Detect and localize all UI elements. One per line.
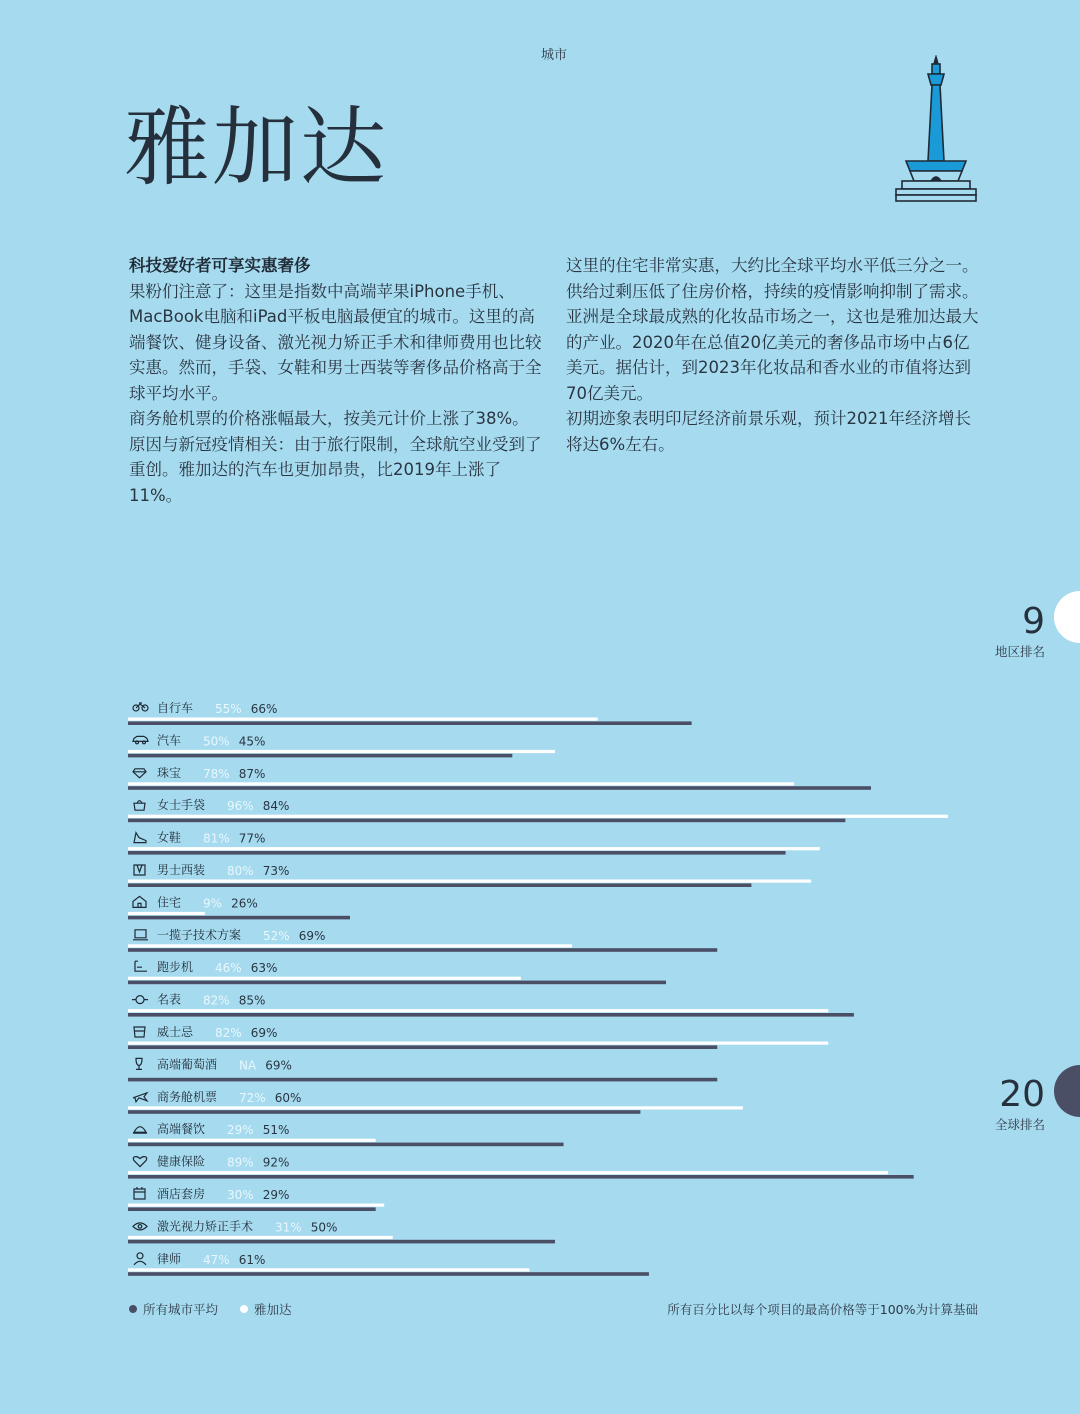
bar-average-value-label: 77% xyxy=(238,831,266,846)
eye-icon xyxy=(133,1223,147,1230)
bar-city xyxy=(128,718,598,721)
bar-category-label: 男士西装 xyxy=(157,863,206,877)
bar-category-label: 酒店套房 xyxy=(157,1187,206,1201)
bar-average xyxy=(128,721,692,725)
city-title: 雅加达 xyxy=(124,98,388,198)
legend-city-label: 雅加达 xyxy=(254,1302,292,1317)
bar-city xyxy=(128,782,794,785)
bar-city-value-label: 72% xyxy=(239,1090,266,1105)
bar-city xyxy=(128,1139,376,1142)
shoe-icon xyxy=(134,833,146,843)
bar-city-value-label: 50% xyxy=(203,734,230,749)
bar-average-value-label: 69% xyxy=(265,1058,292,1073)
bar-average xyxy=(128,754,512,758)
bar-average-value-label: 84% xyxy=(262,799,290,814)
bar-city xyxy=(128,1268,529,1271)
legend-city xyxy=(240,1300,292,1318)
bar-city-value-label: 29% xyxy=(227,1123,254,1138)
legend-average xyxy=(129,1300,218,1318)
article-paragraph: 果粉们注意了：这里是指数中高端苹果iPhone手机、MacBook电脑和iPad平板电脑最便宜的城市。这里的高端餐饮、健身设备、激光视力矫正手术和律师费用也比较实惠。然而，手袋、女鞋和男士西装等奢侈品价格高于全球平均水平。 xyxy=(129,281,542,403)
bar-average xyxy=(128,1078,717,1082)
article-heading: 科技爱好者可享实惠奢侈 xyxy=(129,256,311,275)
bar-city-value-label: 30% xyxy=(227,1188,254,1202)
bar-city xyxy=(128,847,820,850)
treadmill-icon xyxy=(135,961,147,971)
hotel-icon xyxy=(134,1187,145,1199)
article-paragraph: 这里的住宅非常实惠，大约比全球平均水平低三分之一。供给过剩压低了住房价格，持续的疫情影响抑制了需求。 xyxy=(566,256,979,301)
bar-city-value-label: 55% xyxy=(215,702,242,716)
article-paragraph: 亚洲是全球最成熟的化妆品市场之一，这也是雅加达最大的产业。2020年在总值20亿美元的奢侈品市场中占6亿美元。据估计，到2023年化妆品和香水业的市值将达到70亿美元。 xyxy=(566,307,979,403)
bar-city xyxy=(128,1042,828,1045)
legend-city-swatch xyxy=(240,1305,248,1313)
regional-rank-value: 9 xyxy=(1022,601,1045,642)
bar-average xyxy=(128,1272,649,1276)
bar-average-value-label: 73% xyxy=(262,864,290,878)
bar-average xyxy=(128,883,751,887)
bar-category-label: 跑步机 xyxy=(157,960,194,975)
bar-average xyxy=(128,948,717,952)
bar-city-value-label: NA xyxy=(239,1058,257,1073)
bar-average xyxy=(128,1240,555,1244)
bar-average-value-label: 69% xyxy=(298,928,326,943)
bar-city-value-label: 82% xyxy=(203,993,230,1008)
bar-category-label: 威士忌 xyxy=(157,1025,194,1039)
bar-average xyxy=(128,1175,914,1179)
bar-category-label: 女士手袋 xyxy=(157,798,206,813)
suit-icon xyxy=(134,865,145,875)
bar-city-value-label: 89% xyxy=(227,1155,254,1170)
bar-average-value-label: 87% xyxy=(238,766,266,781)
bar-average xyxy=(128,819,845,823)
chart-footnote: 所有百分比以每个项目的最高价格等于100%为计算基础 xyxy=(667,1302,978,1317)
bar-city xyxy=(128,912,205,915)
bar-category-label: 高端葡萄酒 xyxy=(157,1057,218,1072)
bar-average-value-label: 29% xyxy=(262,1188,290,1202)
bar-average-value-label: 63% xyxy=(250,961,278,976)
bar-category-label: 自行车 xyxy=(157,701,194,715)
chart-legend xyxy=(129,1300,292,1318)
bar-city xyxy=(128,977,521,980)
bar-city xyxy=(128,1106,743,1109)
bar-city xyxy=(128,1009,828,1012)
bar-average-value-label: 45% xyxy=(238,734,266,749)
bar-average xyxy=(128,1045,717,1049)
bar-average-value-label: 92% xyxy=(262,1155,290,1170)
bar-city xyxy=(128,1204,384,1207)
bar-category-label: 激光视力矫正手术 xyxy=(157,1219,254,1234)
bar-city-value-label: 52% xyxy=(263,928,290,943)
bar-average xyxy=(128,786,871,790)
global-rank-value: 20 xyxy=(999,1074,1045,1115)
bar-category-label: 律师 xyxy=(157,1251,182,1266)
global-rank-label: 全球排名 xyxy=(994,1117,1045,1132)
whisky-icon xyxy=(134,1027,145,1037)
handbag-icon xyxy=(134,801,145,811)
regional-rank-label: 地区排名 xyxy=(994,644,1045,659)
bar-city-value-label: 47% xyxy=(203,1252,230,1267)
bar-category-label: 名表 xyxy=(157,992,182,1007)
bar-city xyxy=(128,815,948,818)
bar-average-value-label: 50% xyxy=(310,1220,338,1235)
bar-city xyxy=(128,880,811,883)
bar-average-value-label: 26% xyxy=(231,896,258,911)
plane-icon xyxy=(133,1093,147,1102)
section-label: 城市 xyxy=(540,48,567,63)
bar-average xyxy=(128,1143,564,1147)
bar-average-value-label: 66% xyxy=(250,702,278,716)
laptop-icon xyxy=(133,930,148,940)
bar-city-value-label: 9% xyxy=(203,896,223,911)
bar-average xyxy=(128,916,350,920)
bar-city-value-label: 46% xyxy=(215,961,242,976)
jewel-icon xyxy=(133,769,146,778)
bar-category-label: 女鞋 xyxy=(157,830,182,845)
bar-category-label: 一揽子技术方案 xyxy=(157,927,242,942)
bar-category-label: 珠宝 xyxy=(157,765,182,780)
bar-category-label: 汽车 xyxy=(157,733,182,748)
bar-average-value-label: 69% xyxy=(250,1026,278,1040)
bar-average xyxy=(128,1207,376,1211)
dining-icon xyxy=(133,1127,147,1134)
bar-city-value-label: 81% xyxy=(203,831,230,846)
bar-average-value-label: 85% xyxy=(238,993,266,1008)
health-icon xyxy=(133,1157,146,1167)
bar-category-label: 商务舱机票 xyxy=(157,1089,218,1104)
bar-city xyxy=(128,1171,888,1174)
watch-icon xyxy=(132,996,148,1004)
house-icon xyxy=(133,896,146,907)
bar-city xyxy=(128,750,555,753)
bar-city-value-label: 80% xyxy=(227,864,254,878)
bar-average-value-label: 60% xyxy=(274,1090,302,1105)
bar-average xyxy=(128,851,786,855)
bar-average xyxy=(128,981,666,985)
bar-city-value-label: 78% xyxy=(203,766,230,781)
bar-average-value-label: 61% xyxy=(238,1252,266,1267)
bar-category-label: 住宅 xyxy=(157,895,182,910)
bar-average xyxy=(128,1013,854,1017)
car-icon xyxy=(133,736,148,743)
bar-average xyxy=(128,1110,640,1114)
legend-average-label: 所有城市平均 xyxy=(143,1302,219,1317)
bar-category-label: 高端餐饮 xyxy=(157,1122,206,1137)
bar-city-value-label: 82% xyxy=(215,1026,242,1040)
bicycle-icon xyxy=(133,703,148,711)
bar-city xyxy=(128,1236,393,1239)
bar-average-value-label: 51% xyxy=(262,1123,290,1138)
bar-city-value-label: 96% xyxy=(227,799,254,814)
bar-city-value-label: 31% xyxy=(275,1220,302,1235)
article-paragraph: 商务舱机票的价格涨幅最大，按美元计价上涨了38%。原因与新冠疫情相关：由于旅行限制，全球航空业受到了重创。雅加达的汽车也更加昂贵，比2019年上涨了11%。 xyxy=(129,409,542,505)
legend-average-swatch xyxy=(129,1305,137,1313)
wine-icon xyxy=(136,1058,142,1069)
bar-category-label: 健康保险 xyxy=(157,1154,206,1169)
article-paragraph: 初期迹象表明印尼经济前景乐观，预计2021年经济增长将达6%左右。 xyxy=(566,409,971,454)
bar-city xyxy=(128,944,572,947)
lawyer-icon xyxy=(134,1253,146,1265)
